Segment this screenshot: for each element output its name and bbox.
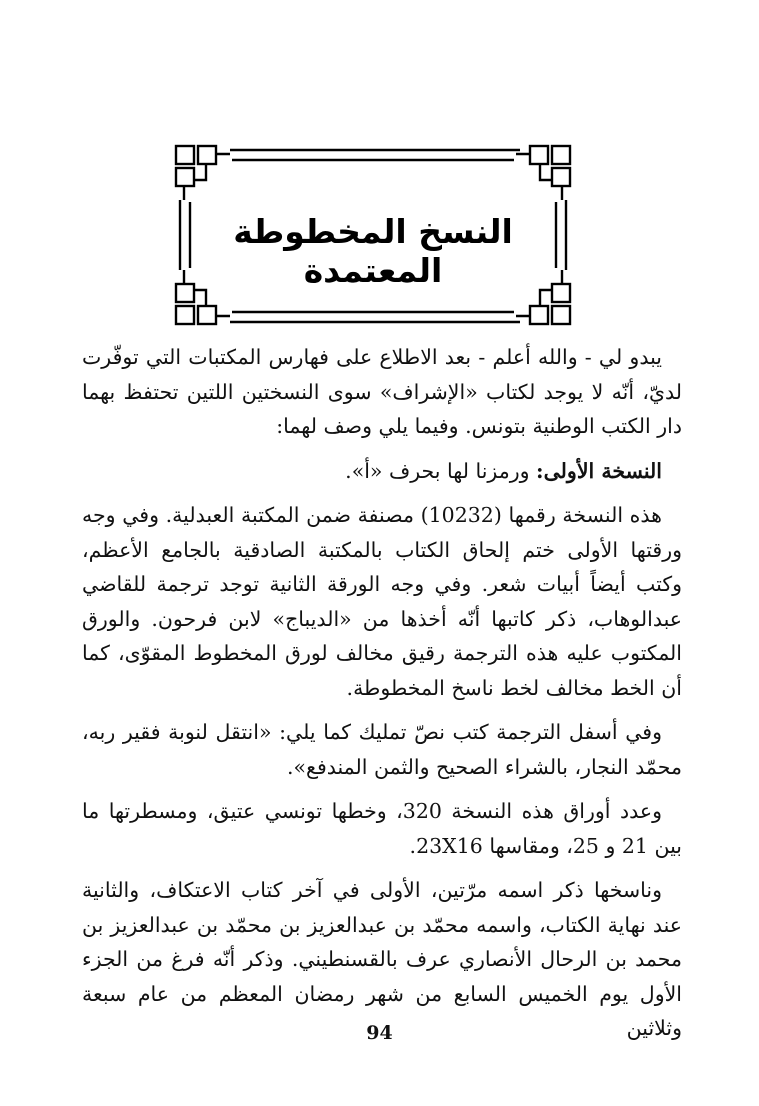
title-frame [170, 140, 576, 330]
first-copy-symbol-text: ورمزنا لها بحرف «أ». [345, 458, 537, 483]
chapter-title: النسخ المخطوطة المعتمدة [233, 212, 513, 290]
paragraph-intro: يبدو لي - والله أعلم - بعد الاطلاع على فهارس المكتبات التي توفّرت لديّ، أنّه لا يوجد لكتاب «الإشراف» سوى النسختين اللتين تحتفظ بهما دار الكتب الوطنية بتونس. وفيما يلي وصف لهما: [82, 345, 682, 438]
first-copy-heading: النسخة الأولى: [536, 458, 662, 483]
paragraph-first-copy-description: هذه النسخة رقمها (10232) مصنفة ضمن المكتبة العبدلية. وفي وجه ورقتها الأولى ختم إلحاق الكتاب بالمكتبة الصادقية بالجامع الأعظم، وكتب أيضاً أبيات شعر. وفي وجه الورقة الثانية توجد ترجمة للقاضي عبدالوهاب، ذكر كاتبها أنّه أخذها من «الديباج» لابن فرحون. والورق المكتوب عليه هذه الترجمة رقيق مخالف لورق المخطوط المقوّى، كما أن الخط مخالف لخط ناسخ المخطوطة. [82, 503, 683, 700]
body-text [82, 340, 682, 1056]
page-number: 94 [366, 1022, 393, 1044]
paragraph-folios-count: وعدد أوراق هذه النسخة 320، وخطها تونسي عتيق، ومسطرتها ما بين 21 و 25، ومقاسها 23X16. [82, 799, 682, 858]
paragraph-copyist: وناسخها ذكر اسمه مرّتين، الأولى في آخر كتاب الاعتكاف، والثانية عند نهاية الكتاب، واسمه محمّد بن عبدالعزيز بن محمّد بن عبدالعزيز بن محمد بن الرحال الأنصاري عرف بالقسنطيني. وذكر أنّه فرغ من الجزء الأول يوم الخميس السابع من شهر رمضان المعظم من عام سبعة وثلاثين [82, 878, 682, 1040]
paragraph-ownership-note: وفي أسفل الترجمة كتب نصّ تمليك كما يلي: «انتقل لنوبة فقير ربه، محمّد النجار، بالشراء الصحيح والثمن المندفع». [82, 720, 682, 779]
paragraph-first-copy-heading [82, 454, 682, 489]
